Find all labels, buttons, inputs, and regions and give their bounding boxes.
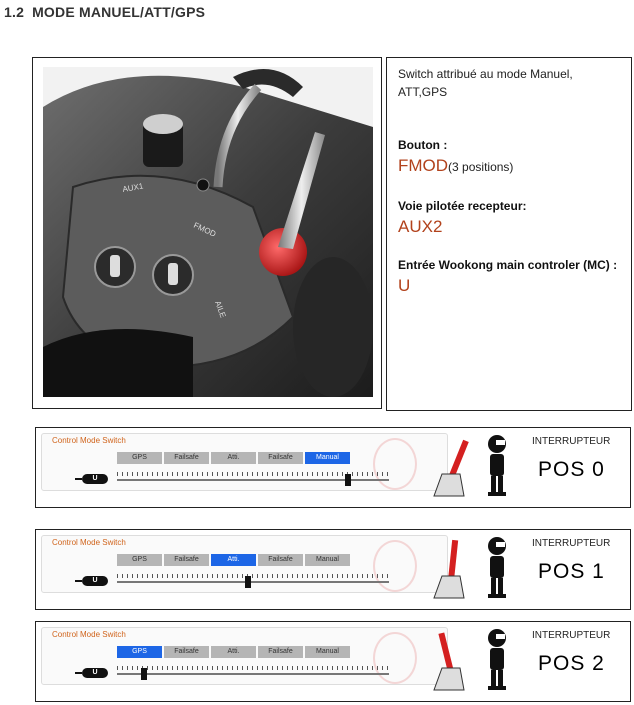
transmitter-photo	[43, 67, 373, 397]
mode-segment: Manual	[305, 452, 350, 464]
transmitter-photo-frame	[32, 57, 382, 409]
switch-label: INTERRUPTEUR	[532, 436, 611, 447]
slider-track	[117, 673, 389, 675]
slider-knob	[141, 668, 147, 680]
control-mode-strip	[41, 535, 448, 593]
position-label: POS 0	[538, 458, 605, 481]
info-intro: Switch attribué au mode Manuel, ATT,GPS	[398, 67, 573, 99]
strip-title: Control Mode Switch	[52, 436, 126, 445]
bouton-label: Bouton :	[398, 138, 448, 152]
mode-segment: Manual	[305, 646, 350, 658]
slider-knob	[245, 576, 251, 588]
bouton-note: (3 positions)	[448, 160, 514, 174]
entree-value: U	[398, 276, 411, 295]
aux1-label: AUX1	[121, 181, 144, 194]
channel-handle: U	[82, 668, 108, 678]
strip-title: Control Mode Switch	[52, 538, 126, 547]
mode-segment: Failsafe	[258, 452, 303, 464]
mode-segment: Failsafe	[164, 452, 209, 464]
position-label: POS 1	[538, 560, 605, 583]
switch-lever-icon	[428, 434, 474, 500]
channel-handle: U	[82, 576, 108, 586]
mode-segment: Failsafe	[258, 646, 303, 658]
section-heading	[4, 4, 205, 20]
voie-label: Voie pilotée recepteur:	[398, 199, 527, 213]
switch-panel	[35, 529, 631, 610]
mode-segment: GPS	[117, 452, 162, 464]
pilot-figure-icon	[484, 626, 510, 692]
mode-segment: GPS	[117, 646, 162, 658]
switch-lever-icon	[428, 628, 474, 694]
switch-lever-icon	[428, 536, 474, 602]
decorative-ring	[373, 438, 417, 490]
decorative-ring	[373, 632, 417, 684]
pilot-figure-icon	[484, 534, 510, 600]
mode-segment: Failsafe	[164, 646, 209, 658]
mode-segment: Atti.	[211, 554, 256, 566]
bouton-value-line	[398, 156, 513, 176]
mode-segment: Atti.	[211, 452, 256, 464]
mode-segments	[117, 554, 352, 566]
entree-label: Entrée Wookong main controler (MC) :	[398, 258, 618, 272]
position-label: POS 2	[538, 652, 605, 675]
pilot-figure-icon	[484, 432, 510, 498]
switch-panel	[35, 427, 631, 508]
switch-label: INTERRUPTEUR	[532, 538, 611, 549]
decorative-ring	[373, 540, 417, 592]
slider-knob	[345, 474, 351, 486]
slider-ticks	[117, 574, 389, 578]
aile-label: AILE	[213, 299, 228, 319]
switch-label: INTERRUPTEUR	[532, 630, 611, 641]
info-box	[386, 57, 632, 411]
bouton-value: FMOD	[398, 156, 449, 175]
mode-segment: Manual	[305, 554, 350, 566]
fmod-label: FMOD	[192, 220, 218, 239]
channel-handle: U	[82, 474, 108, 484]
mode-segment: Failsafe	[164, 554, 209, 566]
switch-panel	[35, 621, 631, 702]
mode-segment: Atti.	[211, 646, 256, 658]
slider-ticks	[117, 666, 389, 670]
control-mode-strip	[41, 627, 448, 685]
mode-segments	[117, 646, 352, 658]
slider-track	[117, 581, 389, 583]
voie-value: AUX2	[398, 217, 443, 236]
strip-title: Control Mode Switch	[52, 630, 126, 639]
mode-segments	[117, 452, 352, 464]
mode-segment: GPS	[117, 554, 162, 566]
control-mode-strip	[41, 433, 448, 491]
section-title: MODE MANUEL/ATT/GPS	[32, 4, 206, 20]
section-number: 1.2	[4, 4, 25, 20]
transmitter-illustration	[43, 67, 373, 397]
mode-segment: Failsafe	[258, 554, 303, 566]
